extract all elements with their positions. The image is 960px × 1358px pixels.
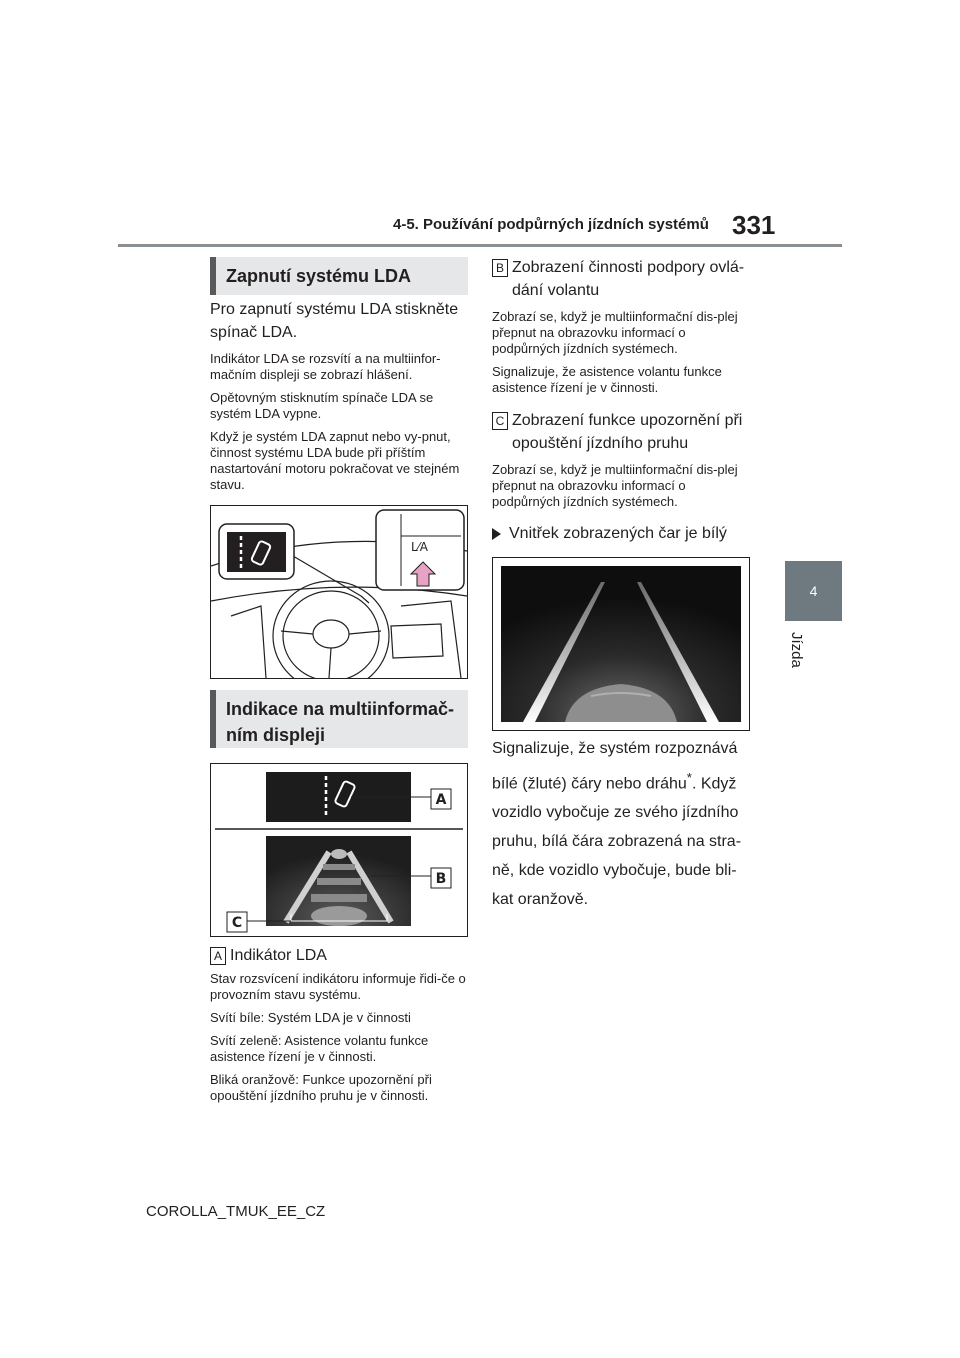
item-c <box>492 409 748 517</box>
callout-b-label: B <box>435 871 447 887</box>
item-a <box>210 944 468 1111</box>
item-b-title: Zobrazení činnosti podpory ovlá-dání volantu <box>512 259 745 299</box>
chapter-number: 4 <box>809 583 818 599</box>
chapter-tab <box>785 561 842 621</box>
item-a-text-4: Bliká oranžově: Funkce upozornění při opouštění jízdního pruhu je v činnosti. <box>210 1072 432 1103</box>
callout-c-label: C <box>231 915 243 931</box>
header-title: 4-5. Používání podpůrných jízdních systémů <box>393 216 709 233</box>
closing-paragraph <box>492 734 748 914</box>
display-drawing <box>211 764 467 936</box>
footer-code: COROLLA_TMUK_EE_CZ <box>146 1203 326 1220</box>
display-illustration <box>210 763 468 937</box>
item-a-text-1: Stav rozsvícení indikátoru informuje řidi-če o provozním stavu systému. <box>210 971 466 1002</box>
header-rule <box>118 244 842 247</box>
item-b <box>492 256 748 403</box>
item-c-label: C <box>492 412 508 430</box>
item-a-text-2: Svítí bíle: Systém LDA je v činnosti <box>210 1010 411 1025</box>
section1-note-2: Opětovným stisknutím spínače LDA se systém LDA vypne. <box>210 390 434 421</box>
item-a-label: A <box>210 947 226 965</box>
section1-body <box>210 298 468 500</box>
section1-note-1: Indikátor LDA se rozsvítí a na multiinfor-mačním displeji se zobrazí hlášení. <box>210 351 441 382</box>
svg-text:L⁄A: L⁄A <box>411 540 428 554</box>
lane-drawing <box>493 558 749 730</box>
lane-illustration <box>492 557 750 731</box>
section-heading-lda-on: Zapnutí systému LDA <box>210 257 468 295</box>
item-c-text-1: Zobrazí se, když je multiinformační dis-plej přepnut na obrazovku informací o podpůrných jízdních systémech. <box>492 462 738 509</box>
footnote-marker: * <box>686 770 692 785</box>
item-a-title: Indikátor LDA <box>230 947 327 964</box>
closing-text-after: . Když vozidlo vybočuje ze svého jízdního pruhu, bílá čára zobrazená na stra-ně, kde vozidlo vybočuje, bude bli-kat oranžově. <box>492 775 742 909</box>
callout-a-label: A <box>435 792 447 808</box>
item-b-text-1: Zobrazí se, když je multiinformační dis-plej přepnut na obrazovku informací o podpůrných jízdních systémech. <box>492 309 738 356</box>
item-a-text-3: Svítí zeleně: Asistence volantu funkce asistence řízení je v činnosti. <box>210 1033 429 1064</box>
section-heading-display: Indikace na multiinformač-ním displeji <box>210 690 468 748</box>
dashboard-illustration <box>210 505 468 679</box>
item-b-label: B <box>492 259 508 277</box>
bullet-line <box>492 522 748 545</box>
dashboard-drawing <box>211 506 467 678</box>
chapter-label: Jízda <box>788 632 805 668</box>
section1-note-3: Když je systém LDA zapnut nebo vy-pnut, činnost systému LDA bude při příštím nastartování motoru pokračovat ve stejném stavu. <box>210 429 460 492</box>
section1-intro: Pro zapnutí systému LDA stiskněte spínač LDA. <box>210 301 459 341</box>
bullet-triangle-icon <box>492 528 501 540</box>
bullet-text: Vnitřek zobrazených čar je bílý <box>509 525 727 542</box>
page-number: 331 <box>732 210 776 240</box>
closing-text-before: Signalizuje, že systém rozpoznává bílé (žluté) čáry nebo dráhu <box>492 740 738 793</box>
item-b-text-2: Signalizuje, že asistence volantu funkce asistence řízení je v činnosti. <box>492 364 722 395</box>
item-c-title: Zobrazení funkce upozornění při opouštění jízdního pruhu <box>512 412 743 452</box>
